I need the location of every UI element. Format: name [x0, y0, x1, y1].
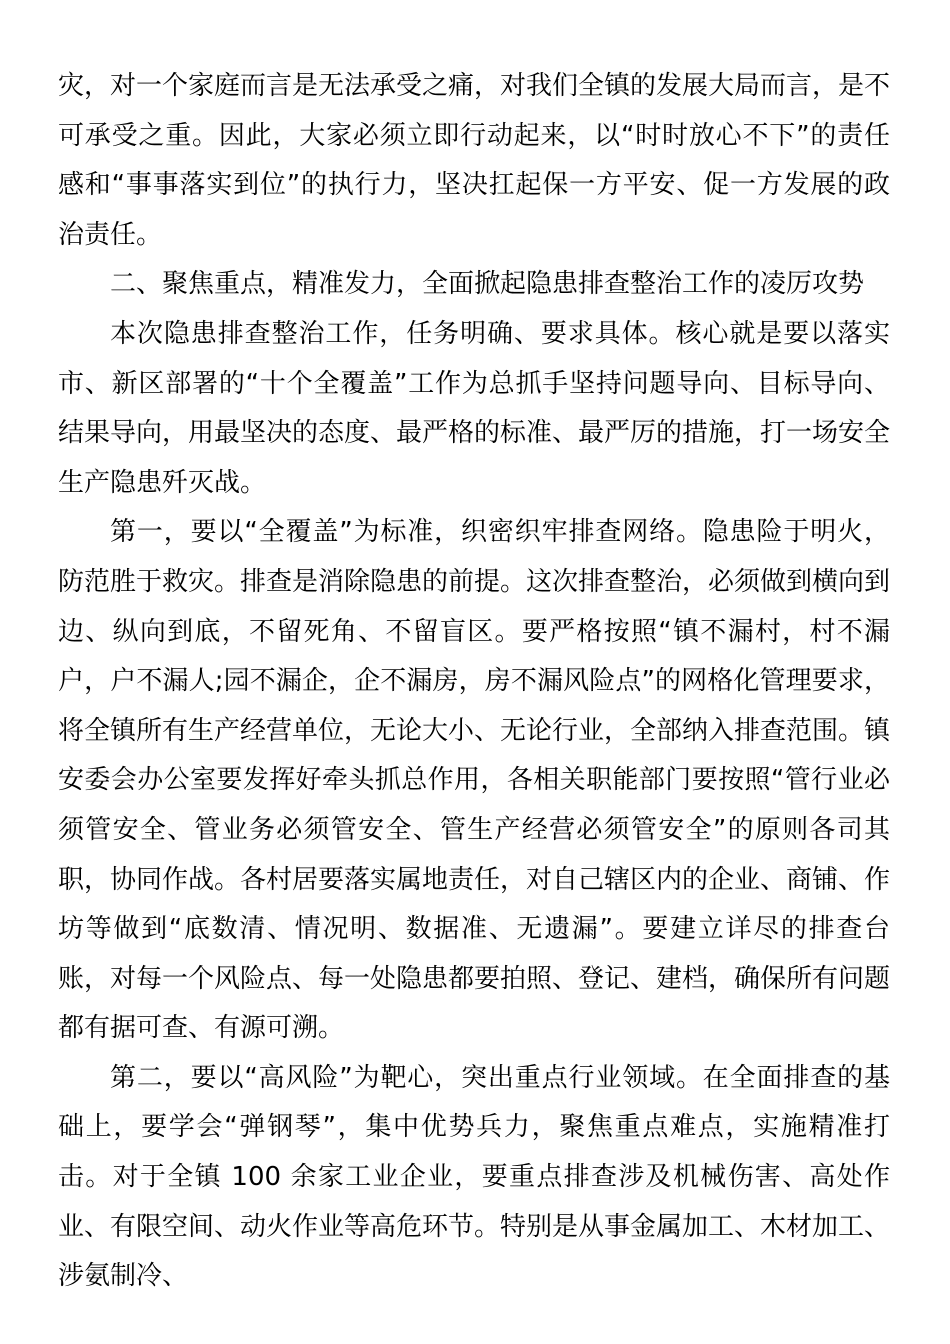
paragraph: 本次隐患排查整治工作，任务明确、要求具体。核心就是要以落实市、新区部署的“十个全覆盖”工作为总抓手坚持问题导向、目标导向、结果导向，用最坚决的态度、最严格的标准、最严厉的措施，打一场安全生产隐患歼灭战。 [58, 318, 891, 498]
paragraph: 第二，要以“高风险”为靶心，突出重点行业领域。在全面排查的基础上，要学会“弹钢琴”，集中优势兵力，聚焦重点难点，实施精准打击。对于全镇 100 余家工业企业，要重点排查涉及机械伤害、高处作业、有限空间、动火作业等高危环节。特别是从事金属加工、木材加工、涉氨制冷、 [58, 1062, 891, 1292]
section-heading: 二、聚焦重点，精准发力，全面掀起隐患排查整治工作的凌厉攻势 [110, 269, 865, 300]
paragraph: 第一，要以“全覆盖”为标准，织密织牢排查网络。隐患险于明火，防范胜于救灾。排查是消除隐患的前提。这次排查整治，必须做到横向到边、纵向到底，不留死角、不留盲区。要严格按照“镇不漏村，村不漏户，户不漏人;园不漏企，企不漏房，房不漏风险点”的网格化管理要求，将全镇所有生产经营单位，无论大小、无论行业，全部纳入排查范围。镇安委会办公室要发挥好牵头抓总作用，各相关职能部门要按照“管行业必须管安全、管业务必须管安全、管生产经营必须管安全”的原则各司其职，协同作战。各村居要落实属地责任，对自己辖区内的企业、商铺、作坊等做到“底数清、情况明、数据准、无遗漏”。要建立详尽的排查台账，对每一个风险点、每一处隐患都要拍照、登记、建档，确保所有问题都有据可查、有源可溯。 [58, 517, 891, 1044]
document-body [58, 62, 890, 1302]
paragraph-continued: 灾，对一个家庭而言是无法承受之痛，对我们全镇的发展大局而言，是不可承受之重。因此，大家必须立即行动起来，以“时时放心不下”的责任感和“事事落实到位”的执行力，坚决扛起保一方平安、促一方发展的政治责任。 [58, 71, 891, 250]
